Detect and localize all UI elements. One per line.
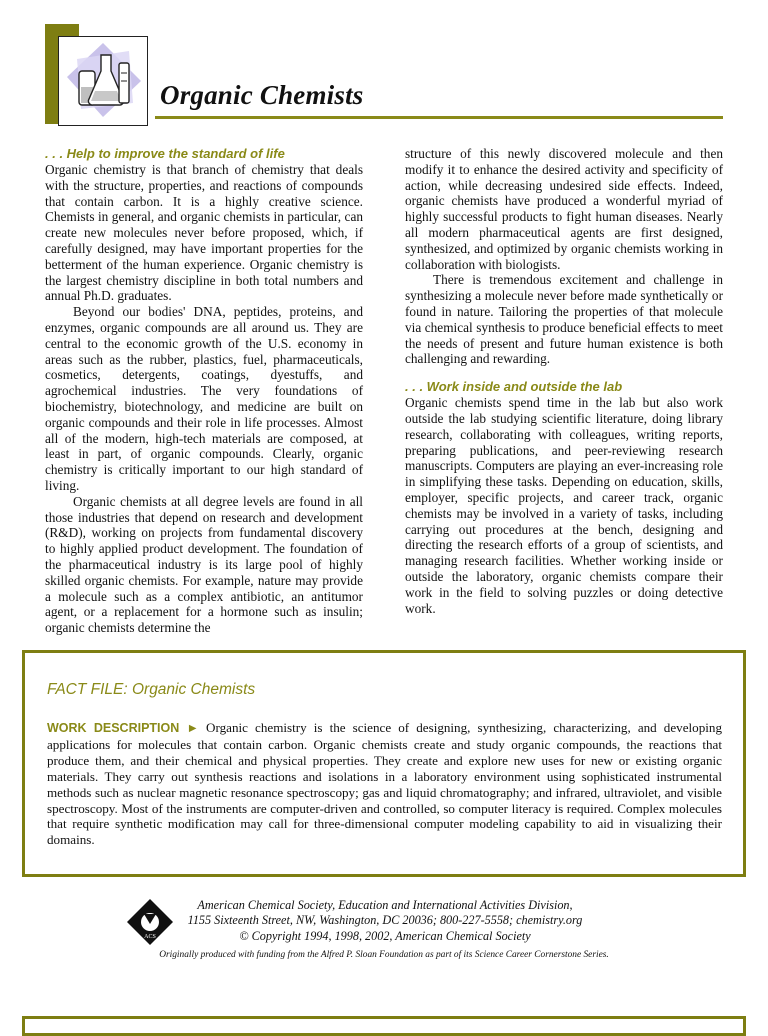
fact-file-box (22, 650, 746, 877)
subhead-standard-of-life: . . . Help to improve the standard of life (45, 146, 285, 161)
footer-address (176, 898, 594, 944)
footer-copyright: © Copyright 1994, 1998, 2002, American Chemical Society (239, 928, 531, 943)
spacer (405, 367, 723, 379)
logo-box (58, 36, 148, 126)
paragraph: structure of this newly discovered molecule and then modify it to enhance the desired activity and specificity of action, while decreasing undesired side effects. Indeed, organic chemists have produced a wonderful myriad of highly successful products to fight human diseases. Nearly all modern pharmaceutical agents are first designed, synthesized, and optimized by organic chemists working in collaboration with biologists. (405, 146, 723, 272)
lab-glassware-icon (59, 37, 147, 125)
title-rule (155, 116, 723, 119)
paragraph: There is tremendous excitement and challenge in synthesizing a molecule never before made synthetically or found in nature. Tailoring the properties of that molecule via chemical synthesis to produce beneficial effects to meet the needs of present and future human existence is both challenging and rewarding. (405, 272, 723, 367)
footer-line: American Chemical Society, Education and International Activities Division, (197, 898, 573, 912)
page-title: Organic Chemists (160, 80, 364, 110)
work-description-label: WORK DESCRIPTION ► (47, 721, 199, 735)
subhead-work-inside-outside: . . . Work inside and outside the lab (405, 379, 623, 395)
fact-file-title: FACT FILE: Organic Chemists (47, 681, 256, 698)
bottom-frame (22, 1016, 746, 1036)
funding-note: Originally produced with funding from the Alfred P. Sloan Foundation as part of its Science Career Cornerstone Series. (159, 950, 609, 960)
acs-logo-text: ACS (144, 934, 156, 940)
paragraph: Organic chemists spend time in the lab but also work outside the lab studying scientific literature, doing library research, collaborating with colleagues, writing reports, preparing publications, and peer-reviewing research manuscripts. Computers are playing an ever-increasing role in simplifying these tasks. Depending on education, skills, employer, specific projects, and career track, organic chemists may be involved in a variety of tasks, including carrying out procedures at the bench, designing and directing the research efforts of a group of scientists, and managing research facilities. Whether working inside or outside the laboratory, organic chemists compare their work in the field to solving puzzles or doing detective work. (405, 395, 723, 616)
paragraph: Organic chemistry is that branch of chemistry that deals with the structure, properties, and reactions of compounds that contain carbon. It is a highly creative science. Chemists in general, and organic chemists in particular, can create new molecules never before proposed, which, if carefully designed, may have important properties for the betterment of the human experience. Organic chemistry is the largest chemistry discipline in both total numbers and annual Ph.D. graduates. (45, 162, 363, 304)
left-column (45, 146, 363, 636)
work-description-text: Organic chemistry is the science of designing, synthesizing, characterizing, and developing applications for molecules that contain carbon. Organic chemists create and study organic compounds, the reactions that produce them, and their chemical and physical properties. They create and explore new uses for new or existing organic materials. They carry out synthesis reactions and isolations in a laboratory environment using sophisticated instrumental methods such as nuclear magnetic resonance spectroscopy; gas and liquid chromatography; and infrared, ultraviolet, and visible spectroscopy. Most of the instruments are computer-driven and controlled, so computer literacy is required. Complex molecules that require synthetic modification may call for three-dimensional computer modeling capability to aid in visualizing their domains. (47, 720, 722, 848)
acs-logo-icon (126, 898, 174, 946)
right-column (405, 146, 723, 616)
paragraph: Beyond our bodies' DNA, peptides, proteins, and enzymes, organic compounds are all around us. They are central to the economic growth of the U.S. economy in areas such as the rubber, plastics, fuel, pharmaceuticals, cosmetics, detergents, coatings, dyestuffs, and agrochemical industries. The very foundations of biochemistry, biotechnology, and medicine are built on organic compounds and their role in life processes. Almost all of the modern, high-tech materials are composed, at least in part, of organic compounds. Clearly, organic chemistry is critically important to our high standard of living. (45, 304, 363, 493)
footer-line: 1155 Sixteenth Street, NW, Washington, DC 20036; 800-227-5558; chemistry.org (187, 913, 583, 928)
fact-file-body (47, 720, 722, 848)
paragraph: Organic chemists at all degree levels are found in all those industries that depend on research and development (R&D), working on projects from fundamental discovery to highly applied product development. The foundation of the pharmaceutical industry is its large pool of highly skilled organic chemists. For example, nature may provide a molecule such as a complex antibiotic, an antitumor agent, or a replacement for a hormone such as insulin; organic chemists determine the (45, 493, 363, 636)
